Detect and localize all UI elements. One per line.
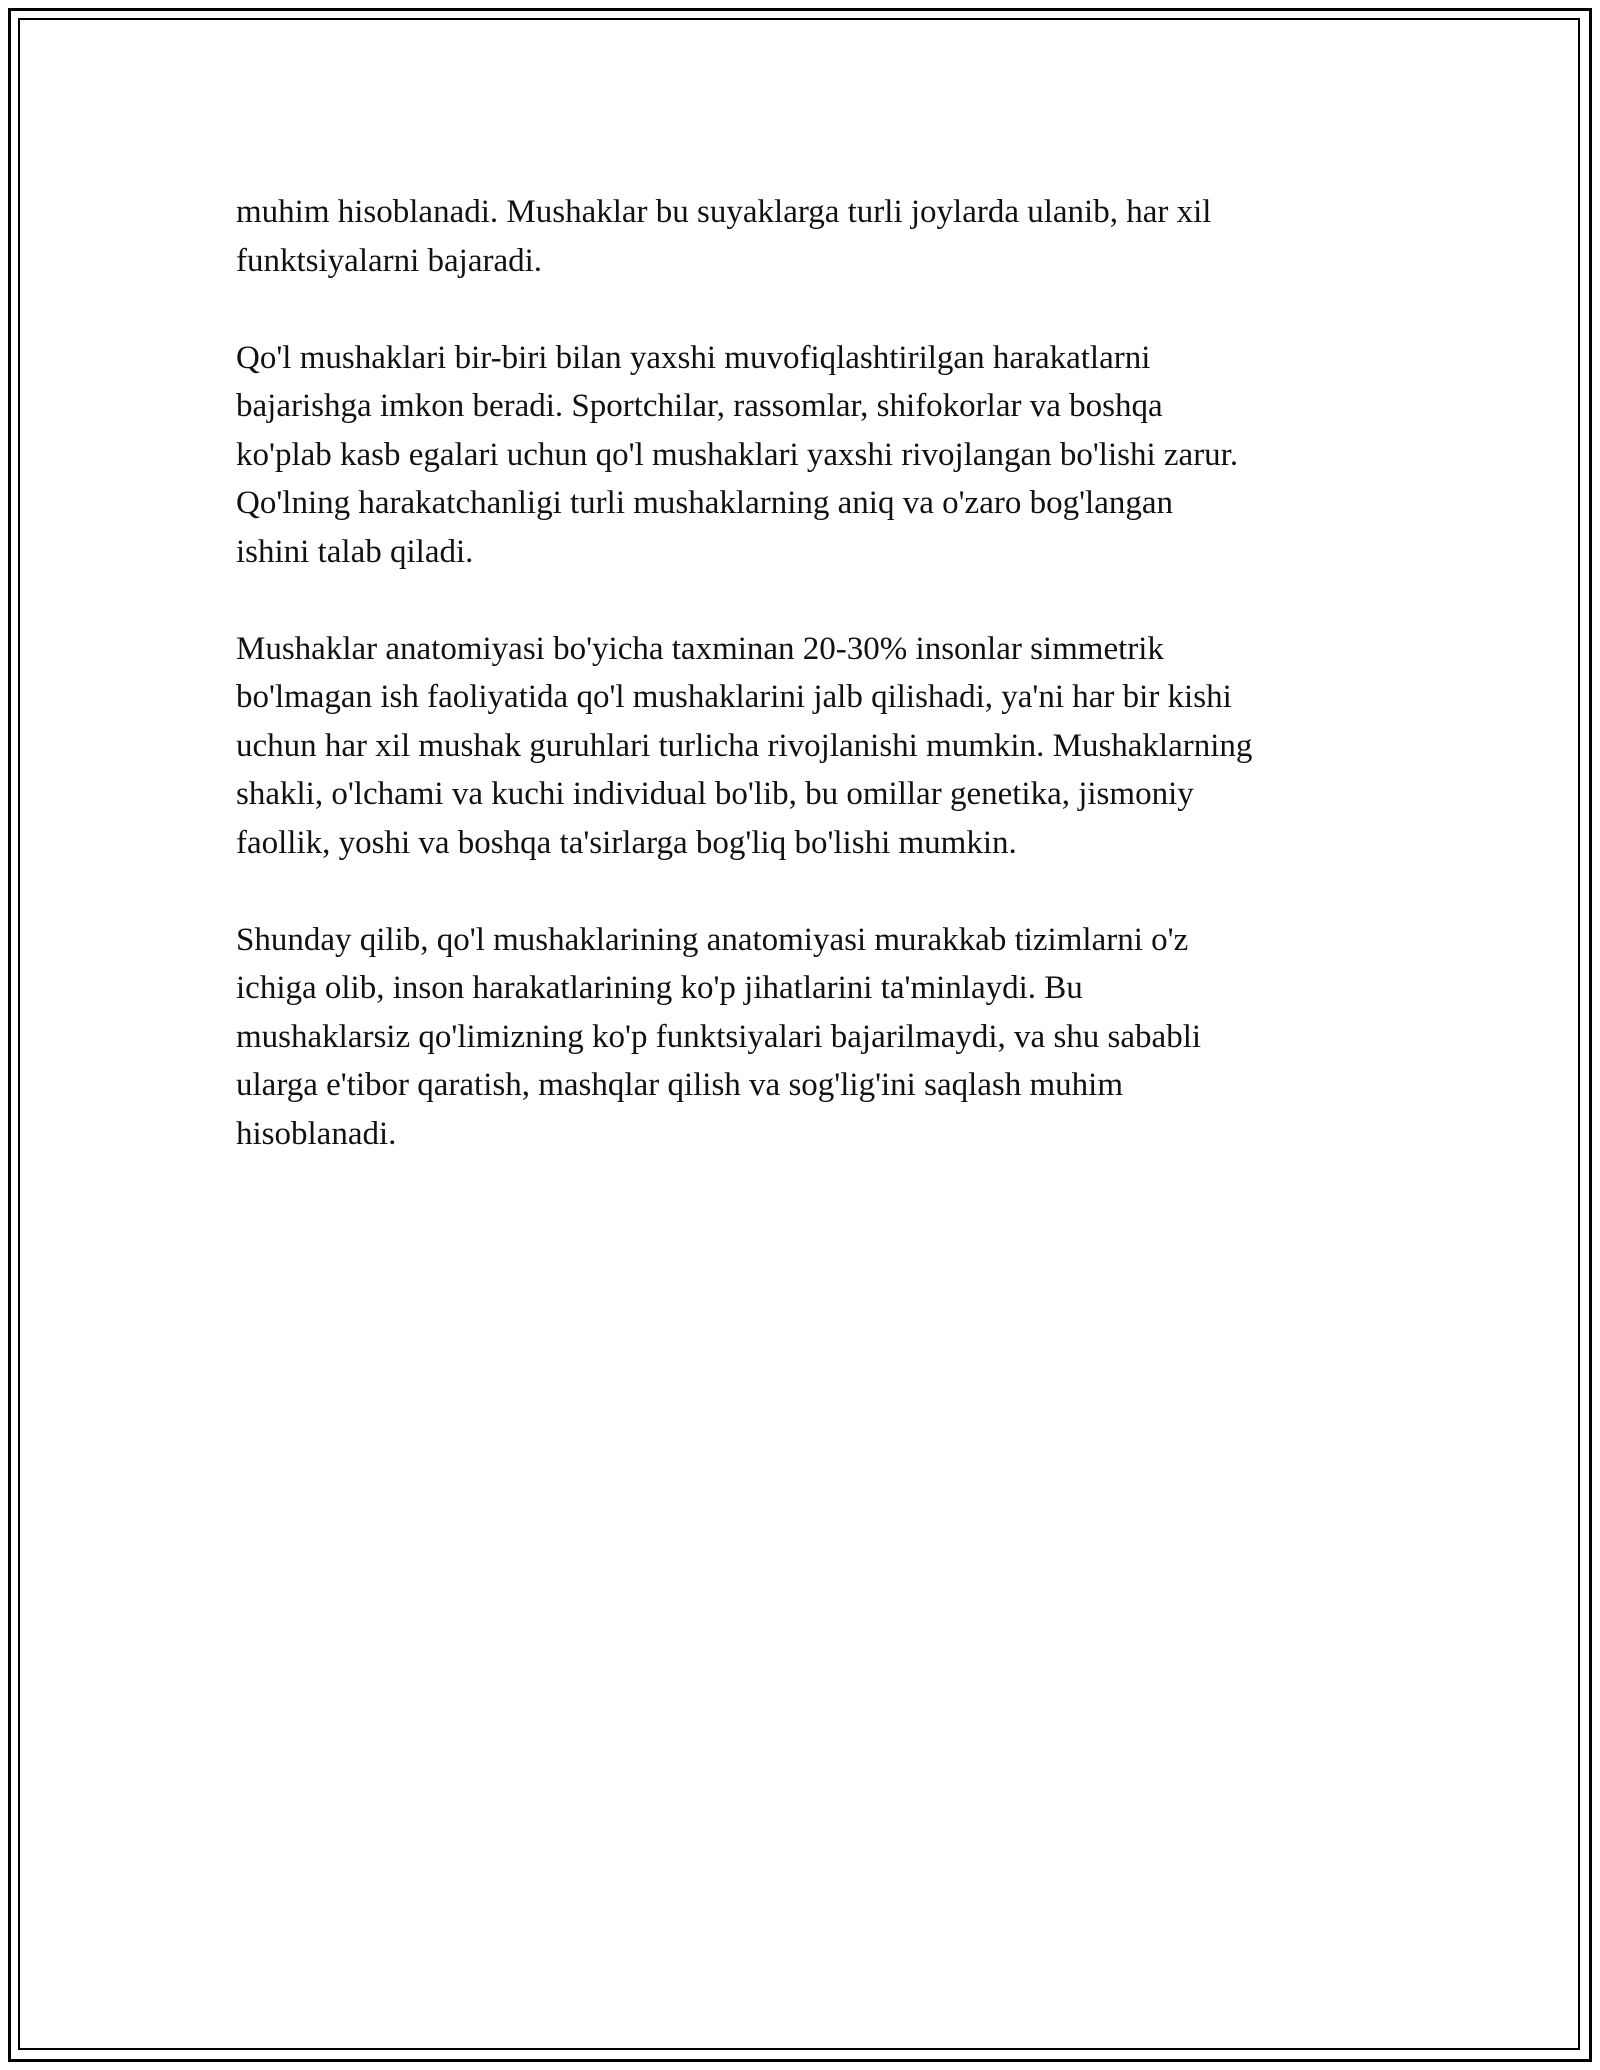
document-body (236, 188, 1386, 1207)
paragraph: Shunday qilib, qo'l mushaklarining anatomiyasi murakkab tizimlarni o'z ichiga olib, inson harakatlarining ko'p jihatlarini ta'minlaydi. Bu mushaklarsiz qo'limizning ko'p funktsiyalari bajarilmaydi, va shu sababli ularga e'tibor qaratish, mashqlar qilish va sog'lig'ini saqlash muhim hisoblanadi. (236, 921, 1202, 1152)
paragraph: muhim hisoblanadi. Mushaklar bu suyaklarga turli joylarda ulanib, har xil funktsiyalarni bajaradi. (236, 194, 1212, 279)
paragraph: Mushaklar anatomiyasi bo'yicha taxminan 20-30% insonlar simmetrik bo'lmagan ish faoliyatida qo'l mushaklarini jalb qilishadi, ya'ni har bir kishi uchun har xil mushak guruhlari turlicha rivojlanishi mumkin. Mushaklarning shakli, o'lchami va kuchi individual bo'lib, bu omillar genetika, jismoniy faollik, yoshi va boshqa ta'sirlarga bog'liq bo'lishi mumkin. (236, 630, 1253, 861)
paragraph: Qo'l mushaklari bir-biri bilan yaxshi muvofiqlashtirilgan harakatlarni bajarishga imkon beradi. Sportchilar, rassomlar, shifokorlar va boshqa ko'plab kasb egalari uchun qo'l mushaklari yaxshi rivojlangan bo'lishi zarur. Qo'lning harakatchanligi turli mushaklarning aniq va o'zaro bog'langan ishini talab qiladi. (236, 339, 1239, 570)
